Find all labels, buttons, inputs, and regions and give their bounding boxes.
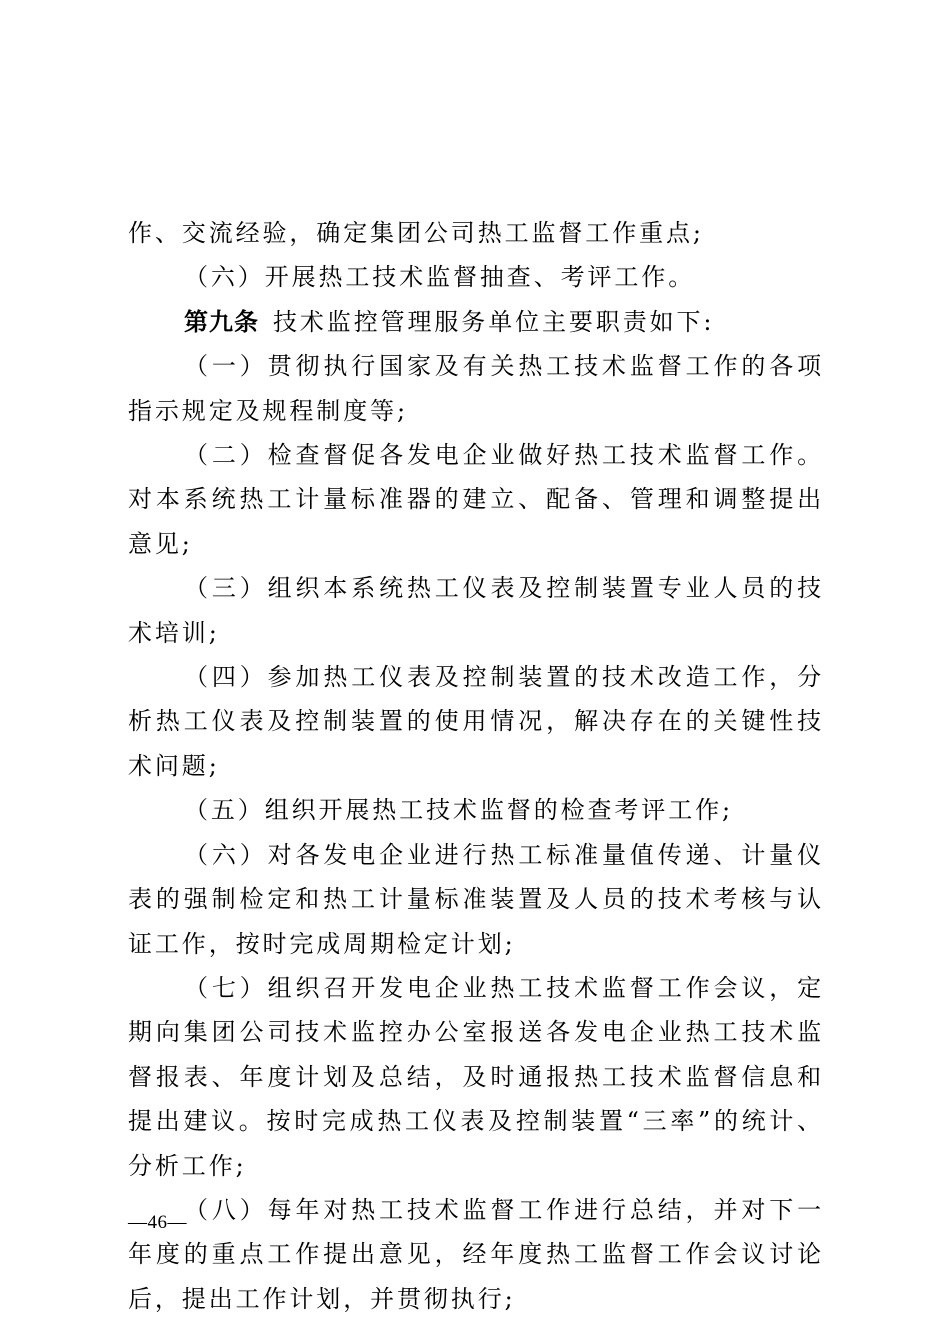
paragraph-item-2: （二）检查督促各发电企业做好热工技术监督工作。对本系统热工计量标准器的建立、配备、管理和调整提出意见; (128, 441, 824, 558)
paragraph-item-8: （八）每年对热工技术监督工作进行总结，并对下一年度的重点工作提出意见，经年度热工监督工作会议讨论后，提出工作计划，并贯彻执行; (128, 1195, 824, 1313)
document-page (128, 211, 824, 1321)
paragraph-item-6: （六）对各发电企业进行热工标准量值传递、计量仪表的强制检定和热工计量标准装置及人员的技术考核与认证工作，按时完成周期检定计划; (128, 840, 824, 958)
article-9-heading (128, 300, 824, 344)
article-number: 第九条 (184, 306, 259, 336)
paragraph-item-5: （五）组织开展热工技术监督的检查考评工作; (184, 796, 733, 825)
page-number: —46— (128, 1212, 187, 1233)
paragraph-item-7: （七）组织召开发电企业热工技术监督工作会议，定期向集团公司技术监控办公室报送各发电企业热工技术监督报表、年度计划及总结，及时通报热工技术监督信息和提出建议。按时完成热工仪表及控制装置“三率”的统计、分析工作; (128, 973, 824, 1180)
article-text: 技术监控管理服务单位主要职责如下: (273, 307, 715, 336)
paragraph-item-6-inspection: （六）开展热工技术监督抽查、考评工作。 (184, 263, 696, 292)
paragraph-item-1: （一）贯彻执行国家及有关热工技术监督工作的各项指示规定及规程制度等; (128, 352, 824, 425)
paragraph-item-3: （三）组织本系统热工仪表及控制装置专业人员的技术培训; (128, 574, 824, 647)
paragraph-continuation: 作、交流经验，确定集团公司热工监督工作重点; (128, 219, 704, 247)
paragraph-item-4: （四）参加热工仪表及控制装置的技术改造工作，分析热工仪表及控制装置的使用情况，解决存在的关键性技术问题; (128, 663, 824, 780)
